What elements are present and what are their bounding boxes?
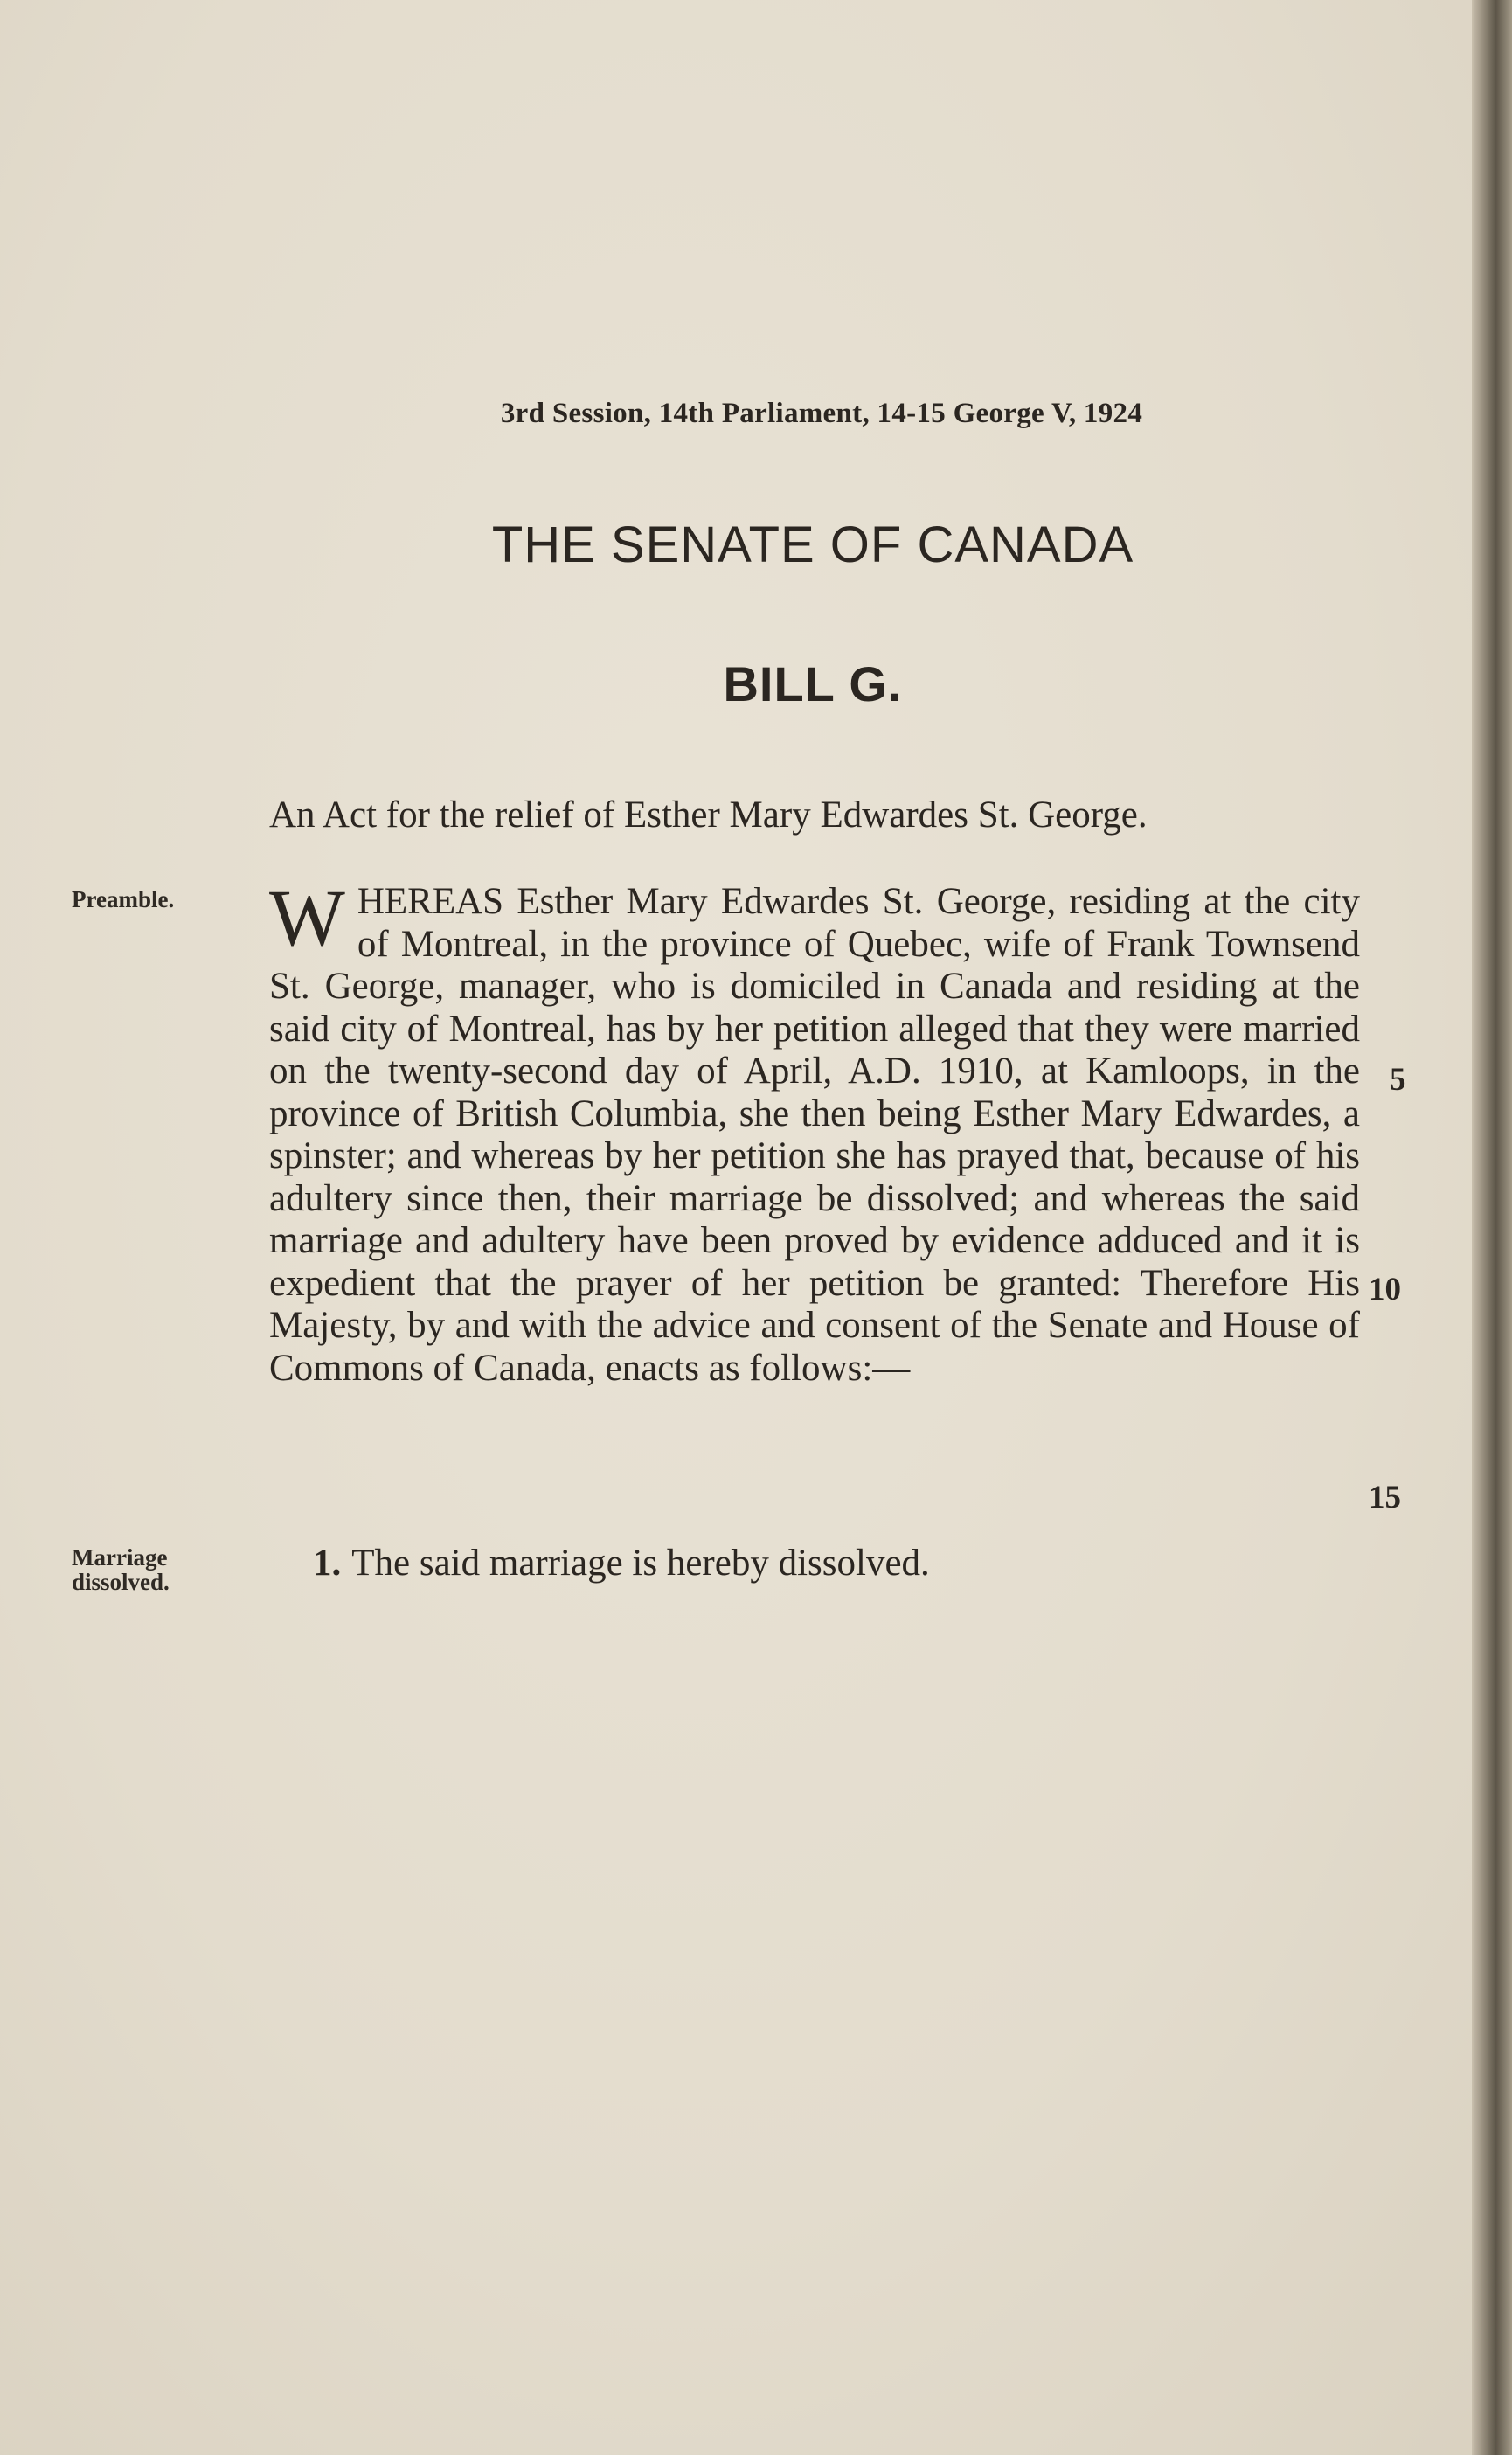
institution-heading: THE SENATE OF CANADA [491,517,1134,573]
clause-number: 1. [313,1543,342,1584]
clause-1 [313,1542,1362,1585]
dropcap: W [269,873,345,962]
line-number-5: 5 [1390,1062,1406,1098]
bill-heading: BILL G. [723,656,903,711]
margin-note-marriage: Marriage dissolved. [72,1544,170,1595]
line-number-10: 10 [1369,1272,1401,1307]
margin-note-preamble: Preamble. [72,886,175,912]
session-heading: 3rd Session, 14th Parliament, 14-15 George V, 1924 [500,398,1143,429]
binding-edge [1472,0,1512,2455]
preamble-paragraph [269,873,1360,1390]
act-title: An Act for the relief of Esther Mary Edwardes St. George. [269,794,1148,836]
clause-text: The said marriage is hereby dissolved. [351,1543,930,1584]
preamble-text: HEREAS Esther Mary Edwardes St. George, residing at the city of Montreal, in the province of Quebec, wife of Frank Townsend St. George, manager, who is domiciled in Canada and residing at the said city of Montreal, has by her petition alleged that they were married on the twenty-second day of April, A.D. 1910, at Kamloops, in the province of British Columbia, she then being Esther Mary Edwardes, a spinster; and whereas by her petition she has prayed that, because of his adultery since then, their marriage be dissolved; and whereas the said marriage and adultery have been proved by evidence adduced and it is expedient that the prayer of her petition be granted: Therefore His Majesty, by and with the advice and consent of the Senate and House of Commons of Canada, enacts as follows:— [269,881,1360,1389]
line-number-15: 15 [1369,1480,1401,1515]
